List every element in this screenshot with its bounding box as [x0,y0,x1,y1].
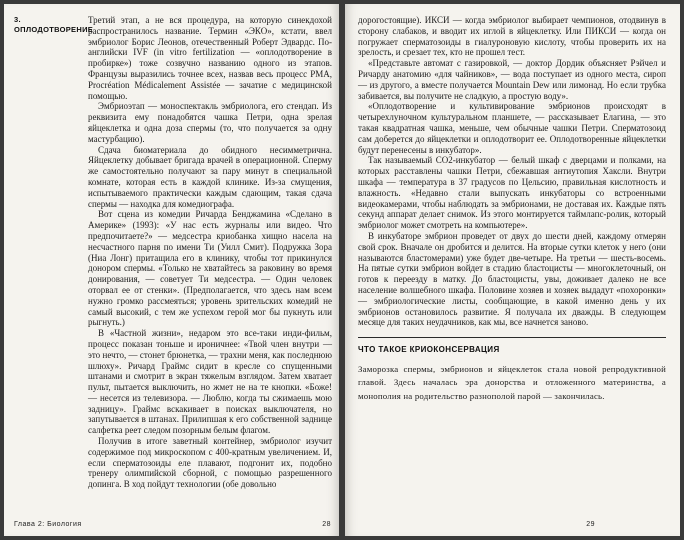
right-text-column [345,4,680,536]
paragraph: Третий этап, а не вся процедура, на которую синекдохой распространилось название. Термин «ЭКО», кстати, ввел эмбриолог Борис Леонов, отечественный Роберт Эдвардс. По-английски IVF (in vitro fertilization — «оплодотворение в пробирке») тоже созвучно названию одного из этапов. Французы выразились точнее всех, назвав весь процесс PMA, Procréation Médicalement Assistée — зачатие с медицинской помощью. [88,15,332,101]
paragraph: В инкубаторе эмбрион проведет от двух до шести дней, каждому отмерян свой срок. Вначале он дробится и делится. На вторые сутки клеток у него (они называются бластомерами) уже будет две-четыре. На третьи — шесть-восемь. На пятые сутки эмбрион войдет в стадию бластоцисты — многоклеточный, он готов к переезду в матку. До бластоцисты, увы, доживает далеко не все население волшебного шкафа. Половине хозяев и хозяек выдадут «похоронки» — эмбриологические листы, сообщающие, в какой именно день у их эмбрионов остановилось развитие. Я получала их дважды. В следующем месяце для таких неудачников, как мы, все начнется заново. [358,230,666,328]
page-left-content [4,4,339,536]
paragraph: Эмбриоэтап — моноспектакль эмбриолога, его стендап. Из реквизита ему понадобятся чашка Петри, одна зрелая яйцеклетка и одна доза спермы (то, что получается за одну мастурбацию). [88,101,332,144]
section-title: ОПЛОДОТВОРЕНИЕ [14,25,94,34]
paragraph: Так называемый CO2-инкубатор — белый шкаф с дверцами и полками, на которых расставлены чашки Петри, сбежавшая антиутопия Хаксли. Внутри шкафа — температура в 37 градусов по Цельсию, правильная кислотность и влажность. «Недавно стали выпускать инкубаторы со встроенными видеокамерами, чтобы наблюдать за эмбрионами, не доставая их. Каждые пять секунд аппарат делает снимок. Из этого монтируется таймлапс-ролик, который эмбриолог может смотреть на компьютере». [358,155,666,231]
paragraph: Получив в итоге заветный контейнер, эмбриолог изучит содержимое под микроскопом с 400-кратным увеличением. И, если сперматозоиды еле плавают, подгонит их, подобно тренеру олимпийской сборной, с помощью разрешенного допинга. В ход пойдут технологии (обе довольно [88,436,332,490]
page-left [4,4,339,536]
page-right [345,4,680,536]
page-number-right: 29 [586,521,595,528]
paragraph: Заморозка спермы, эмбрионов и яйцеклеток стала новой репродуктивной главой. Здесь началась эра донорства и отложенного материнства, а монополия на родительство разнополой парой — закончилась. [358,363,666,401]
paragraph: В «Частной жизни», недаром это все-таки инди-фильм, процесс показан тоньше и ироничнее: «Твой член внутри — это нечто, — стонет брюнетка, — трахни меня, как последнюю шлюху». Ричард Граймс сидит в кресле со спущенными штанами и смотрит в экран тяжелым взглядом. Затем хватает пульт, пытается выключить, но жмет не на те кнопки. «Боже! — несется из телевизора. — Люблю, когда ты сжимаешь мою задницу». Граймс вскакивает в поисках выключателя, но запутывается в штанах. Прилипшая к его собственной заднице салфетка реет следом позорным белым флагом. [88,328,332,436]
paragraph: «Оплодотворение и культивирование эмбрионов происходят в четырехлуночном культуральном планшете, — рассказывает Елагина, — это такая квадратная чашка, меньше, чем обычные чашки Петри. Сперматозоид сам доберется до яйцеклетки и оплодотворит ее. Оплодотворенные яйцеклетки будут перенесены в инкубатор». [358,101,666,155]
section-margin-label [14,15,94,512]
paragraph: дорогостоящие). ИКСИ — когда эмбриолог выбирает чемпионов, отодвинув в сторону слабаков, и вводит их иглой в яйцеклетку. Или ПИКСИ — когда он погружает сперматозоиды в гиалуроновую кислоту, чтобы проверить их на зрелость, и срезает тех, кто не прошел тест. [358,15,666,58]
paragraph: Сдача биоматериала до обидного несимметрична. Яйцеклетку добывает бригада врачей в операционной. Сперму же самостоятельно получают за пару минут в специальной комнате, которая есть в каждой клинике. Из-за смущения, испытываемого практически каждым сдающим, такая сдача спермы — находка для комедиографа. [88,144,332,209]
section-number: 3. [14,15,21,24]
subsection-heading: ЧТО ТАКОЕ КРИОКОНСЕРВАЦИЯ [358,345,500,355]
paragraph: Вот сцена из комедии Ричарда Бенджамина «Сделано в Америке» (1993): «У нас есть журналы или видео. Что предпочитаете?» — медсестра криобанка хищно насела на несчастного парня по имени Ти (Уилл Смит). Подружка Зора (Ниа Лонг) притащила его в клинику, чтобы тот прикинулся донором спермы. «Только не хватайтесь за раковину во время донирования, — советует Ти медсестра. — Один человек оторвал ее от стенки». (Предполагается, что здесь нам всем нужно громко рассмеяться; уровень зрительских комедий не самый высокий, с тем же успехом герой мог бы пукнуть или рыгнуть.) [88,209,332,328]
paragraph: «Представьте автомат с газировкой, — доктор Дордик объясняет Рэйчел и Ричарду анатомию «для чайников», — вода поступает из одного места, сироп — из другого, а вместе получается Mountain Dew или лимонад. Но если трубка забивается, вы получите не сладкую, а простую воду». [358,58,666,101]
chapter-label: Глава 2: Биология [14,521,82,528]
section-divider [358,337,666,338]
left-page-footer [14,521,331,528]
page-number-left: 28 [322,521,331,528]
left-text-column [88,15,332,512]
